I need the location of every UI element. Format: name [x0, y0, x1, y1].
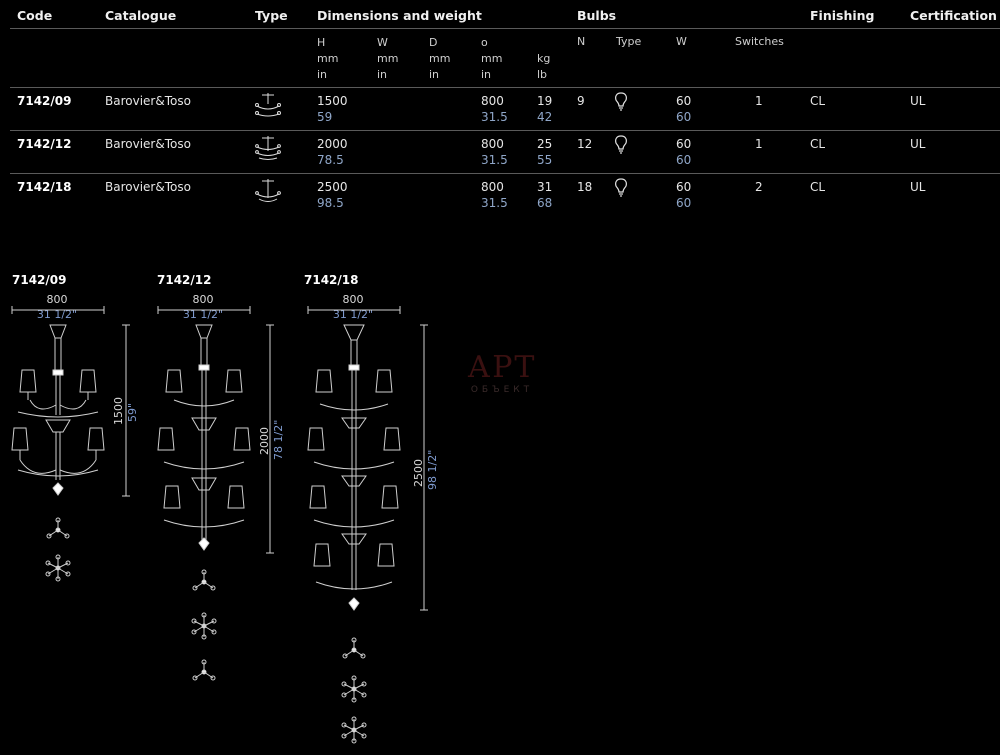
row-catalogue: Barovier&Toso [105, 180, 191, 194]
drawing-height-mm: 1500 [112, 397, 125, 425]
subheader-type: Type [616, 35, 642, 48]
drawing-height-mm: 2000 [258, 427, 271, 455]
row-watt: 60 [676, 137, 692, 151]
row-o-in: 31.5 [481, 196, 508, 210]
row-certification: UL [910, 137, 926, 151]
subheader-divider [10, 87, 1000, 88]
bulb-icon [614, 178, 628, 198]
chandelier-drawing [154, 300, 284, 690]
row-certification: UL [910, 94, 926, 108]
subheader-h: H mm in [317, 36, 339, 81]
row-h-mm: 2000 [317, 137, 348, 151]
row-code: 7142/09 [17, 94, 72, 108]
subheader-d: D mm in [429, 36, 451, 81]
row-finishing: CL [810, 94, 826, 108]
drawing-width-mm: 800 [342, 293, 364, 306]
drawing-title: 7142/12 [157, 273, 212, 287]
row-o-mm: 800 [481, 180, 504, 194]
row-switches: 1 [755, 137, 763, 151]
drawing-title: 7142/09 [12, 273, 67, 287]
row-kg: 25 [537, 137, 553, 151]
row-code: 7142/12 [17, 137, 72, 151]
row-watt: 60 [676, 180, 692, 194]
row-kg: 19 [537, 94, 553, 108]
header-catalogue: Catalogue [105, 8, 177, 23]
subheader-watt: W [676, 35, 687, 48]
row-catalogue: Barovier&Toso [105, 94, 191, 108]
drawing-width-mm: 800 [192, 293, 214, 306]
drawing-width-in: 31 1/2" [36, 308, 78, 321]
row-lb: 68 [537, 196, 553, 210]
row-bulb-count: 18 [577, 180, 593, 194]
row-lb: 55 [537, 153, 553, 167]
subheader-switches: Switches [735, 35, 784, 48]
bulb-icon [614, 135, 628, 155]
subheader-n: N [577, 35, 586, 48]
row-h-in: 78.5 [317, 153, 344, 167]
drawing-height-in: 98 1/2" [426, 449, 439, 490]
chandelier-drawing [8, 300, 138, 590]
header-finishing: Finishing [810, 8, 875, 23]
chandelier-drawing [304, 300, 434, 752]
drawing-height-in: 59" [126, 402, 139, 422]
row-h-in: 98.5 [317, 196, 344, 210]
row-code: 7142/18 [17, 180, 72, 194]
header-divider [10, 28, 1000, 29]
subheader-w: W mm in [377, 36, 399, 81]
row-lb: 42 [537, 110, 553, 124]
row-catalogue: Barovier&Toso [105, 137, 191, 151]
chandelier-type-icon [254, 178, 282, 204]
header-code: Code [17, 8, 53, 23]
row-o-in: 31.5 [481, 110, 508, 124]
row-switches: 2 [755, 180, 763, 194]
drawing-width-in: 31 1/2" [332, 308, 374, 321]
chandelier-type-icon [254, 92, 282, 118]
drawing-height-in: 78 1/2" [272, 419, 285, 460]
row-finishing: CL [810, 180, 826, 194]
subheader-kg: kg lb [537, 52, 551, 81]
chandelier-type-icon [254, 135, 282, 161]
watermark-logo: АРТ ОБЪЕКТ [467, 350, 537, 395]
row-h-in: 59 [317, 110, 333, 124]
row-watt-2: 60 [676, 110, 692, 124]
drawing-width-mm: 800 [46, 293, 68, 306]
subheader-o: o mm in [481, 36, 503, 81]
row-h-mm: 1500 [317, 94, 348, 108]
header-bulbs: Bulbs [577, 8, 617, 23]
row-finishing: CL [810, 137, 826, 151]
row-kg: 31 [537, 180, 553, 194]
drawing-width-in: 31 1/2" [182, 308, 224, 321]
drawing-height-mm: 2500 [412, 459, 425, 487]
drawing-title: 7142/18 [304, 273, 359, 287]
row-switches: 1 [755, 94, 763, 108]
header-type: Type [255, 8, 288, 23]
row-divider [10, 130, 1000, 131]
header-dimensions: Dimensions and weight [317, 8, 482, 23]
row-bulb-count: 9 [577, 94, 585, 108]
row-watt-2: 60 [676, 196, 692, 210]
row-certification: UL [910, 180, 926, 194]
bulb-icon [614, 92, 628, 112]
header-certification: Certification [910, 8, 997, 23]
row-watt: 60 [676, 94, 692, 108]
row-divider [10, 173, 1000, 174]
row-o-in: 31.5 [481, 153, 508, 167]
row-h-mm: 2500 [317, 180, 348, 194]
row-o-mm: 800 [481, 137, 504, 151]
row-bulb-count: 12 [577, 137, 593, 151]
row-watt-2: 60 [676, 153, 692, 167]
row-o-mm: 800 [481, 94, 504, 108]
